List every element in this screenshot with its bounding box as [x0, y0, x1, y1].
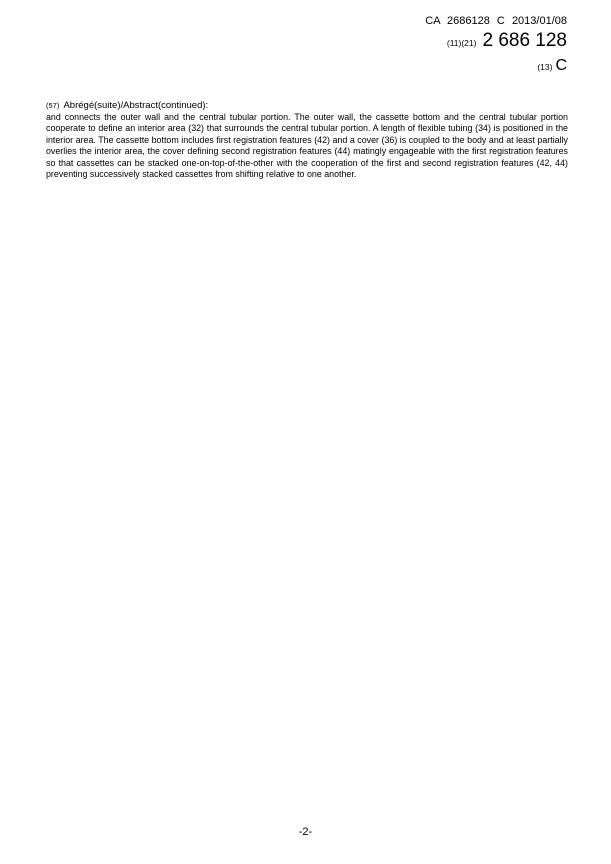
header-reference-line: [421, 15, 567, 27]
abstract-text: and connects the outer wall and the central tubular portion. The outer wall, the cassette bottom and the central tubular portion cooperate to define an interior area (32) that surrounds the central tubular portion. A length of flexible tubing (34) is positioned in the interior area. The cassette bottom includes first registration features (42) and a cover (36) is coupled to the body and at least partially overlies the interior area, the cover defining second registration features (44) matingly engageable with the first registration features so that cassettes can be stacked one-on-top-of-the-other with the cooperation of the first and second registration features (42, 44) preventing successively stacked cassettes from shifting relative to one another.: [46, 112, 568, 180]
document-number: 2686128: [447, 15, 490, 27]
abstract-heading: [46, 100, 568, 112]
abstract-section: [46, 100, 568, 180]
patent-number-line: [447, 30, 567, 52]
abstract-code: (57): [46, 101, 60, 110]
abstract-title: Abrégé(suite)/Abstract(continued):: [63, 100, 209, 111]
publication-date: 2013/01/08: [511, 15, 567, 27]
kind-line: [537, 57, 567, 75]
kind-code-label: (13): [537, 62, 553, 72]
kind-letter: C: [555, 57, 567, 74]
inid-codes: (11)(21): [446, 38, 477, 48]
patent-number: 2 686 128: [482, 30, 567, 51]
page-number: -2-: [298, 826, 313, 838]
country-code: CA: [425, 15, 440, 27]
kind-code: C: [496, 15, 505, 27]
